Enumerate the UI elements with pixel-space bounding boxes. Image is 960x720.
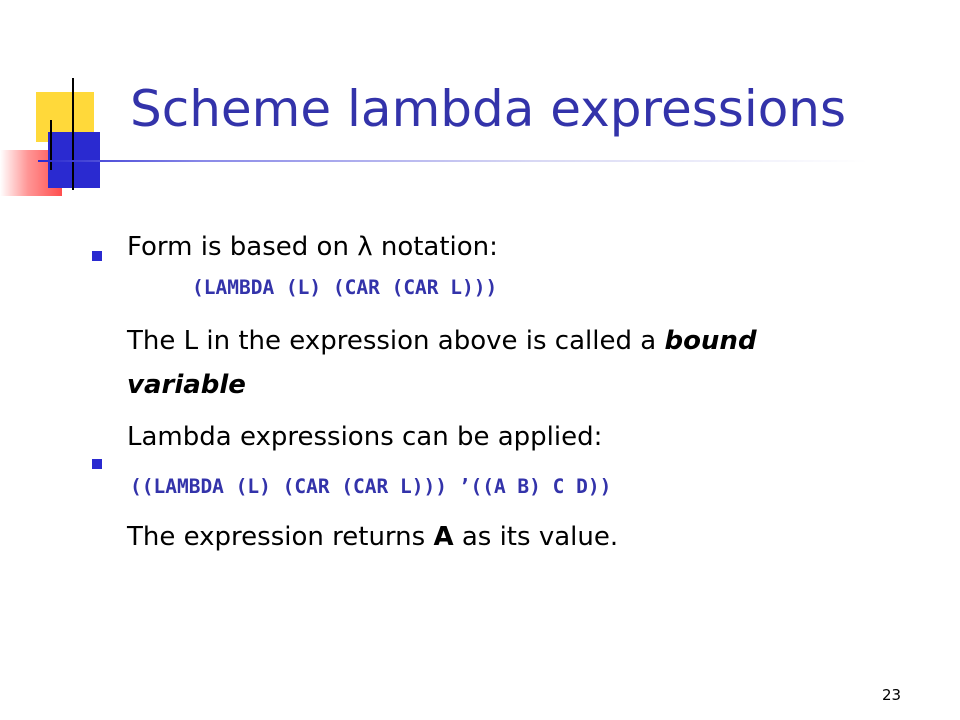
result-text-end: as its value. (453, 522, 619, 552)
code-lambda-application: ((LAMBDA (L) (CAR (CAR L))) ’((A B) C D)) (130, 475, 612, 498)
result-text: The expression returns (127, 522, 434, 552)
note-emphasis-2: variable (127, 370, 246, 400)
code-lambda-expression: (LAMBDA (L) (CAR (CAR L))) (192, 276, 498, 299)
result-value: A (433, 522, 454, 552)
decor-vertical-line-short (50, 120, 52, 170)
decor-vertical-line (72, 78, 74, 190)
bullet-icon (92, 459, 102, 469)
bound-variable-note-cont (127, 370, 246, 400)
bound-variable-note (127, 326, 757, 356)
note-emphasis: bound (664, 326, 757, 356)
note-text: The L in the expression above is called a (127, 326, 665, 356)
slide-number: 23 (882, 686, 902, 704)
bullet-icon (92, 251, 102, 261)
bullet-text: Lambda expressions can be applied: (127, 422, 603, 452)
slide-title: Scheme lambda expressions (130, 80, 847, 138)
title-underline (38, 160, 868, 162)
result-note (127, 522, 618, 552)
bullet-text: Form is based on λ notation: (127, 232, 498, 262)
